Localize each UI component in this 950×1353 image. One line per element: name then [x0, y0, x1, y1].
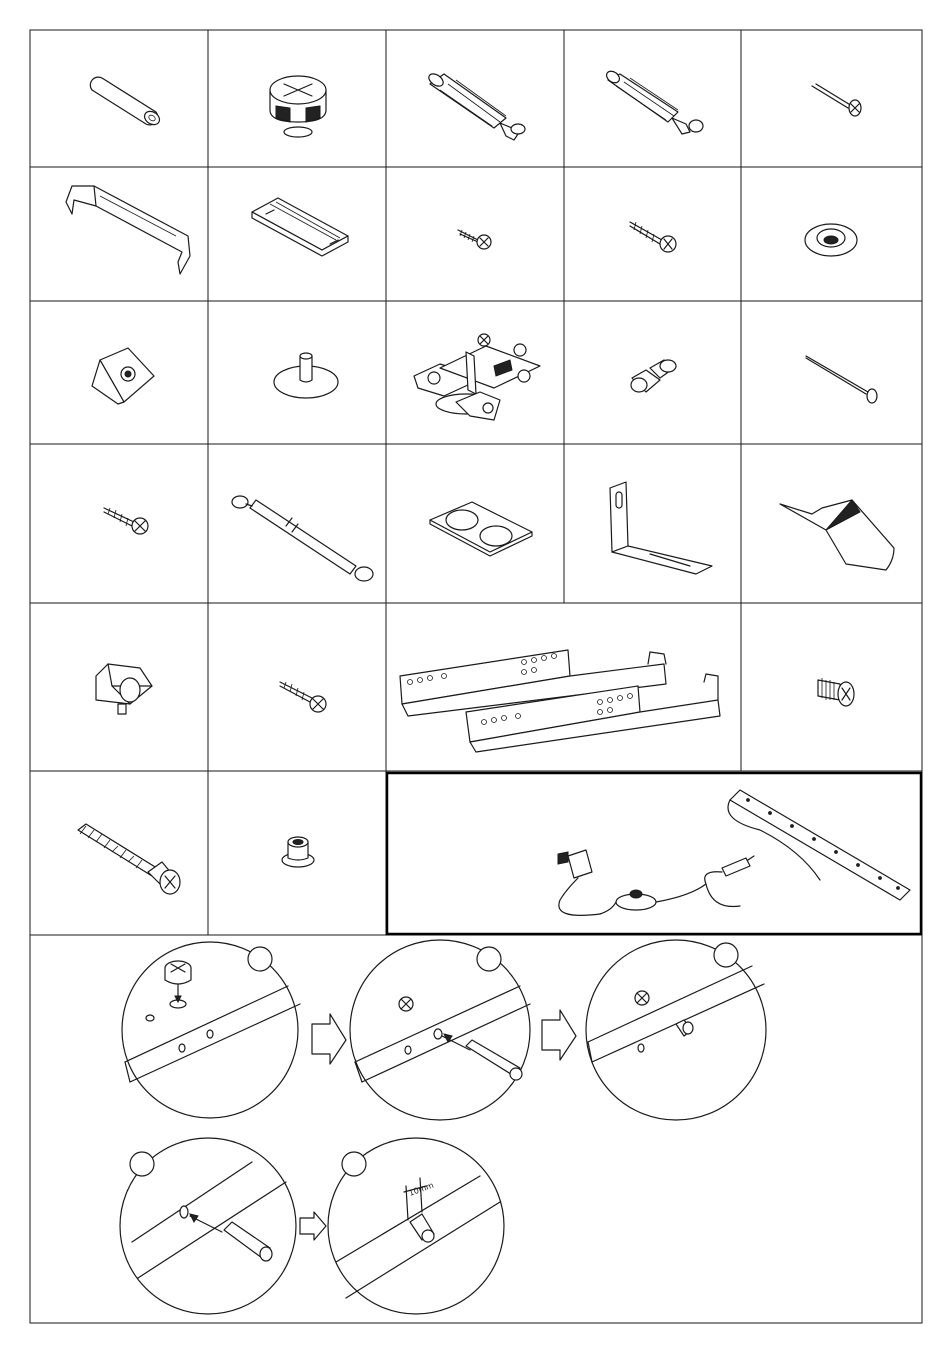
wooden-dowel-icon [90, 77, 162, 127]
led-light-kit-icon [558, 790, 910, 915]
long-screw-icon [812, 84, 861, 116]
angle-bracket-icon [610, 482, 712, 574]
plastic-foot-icon [282, 837, 314, 867]
cam-bolt-short-icon [604, 69, 703, 134]
step-2 [350, 940, 530, 1120]
shelf-pin-icon [631, 360, 676, 392]
wood-screw-icon [280, 682, 326, 712]
short-screw-icon [104, 508, 148, 534]
step-5 [328, 1138, 504, 1314]
arrow-step-2-to-3 [542, 1010, 576, 1060]
nail-icon [806, 356, 877, 403]
corner-bracket-icon [92, 348, 154, 404]
step-4 [120, 1138, 296, 1314]
hinge-icon [414, 334, 540, 420]
threaded-bolt-icon [78, 824, 180, 894]
assembly-instructions [120, 940, 766, 1314]
measurement-label: 10mm [407, 1180, 435, 1198]
screw-cover-cap-icon [805, 224, 857, 256]
small-screw-icon [458, 230, 491, 249]
plastic-corner-block-icon [96, 664, 152, 714]
shelf-support-disc-icon [274, 353, 338, 398]
medium-screw-icon [630, 222, 676, 252]
cam-lock-nut-icon [270, 76, 326, 137]
euro-screw-icon [818, 678, 854, 706]
cam-bolt-long-icon [427, 71, 525, 140]
arrow-step-4-to-5 [300, 1212, 326, 1240]
wall-hanger-plate-icon [252, 198, 348, 256]
glue-tube-icon [780, 500, 894, 570]
step-1 [122, 942, 300, 1118]
step-3 [586, 940, 766, 1120]
handle-icon [66, 186, 190, 274]
drawer-slides-icon [400, 650, 720, 752]
arrow-step-1-to-2 [312, 1014, 346, 1064]
connector-bolt-icon [232, 496, 373, 581]
felt-pads-icon [430, 502, 532, 556]
